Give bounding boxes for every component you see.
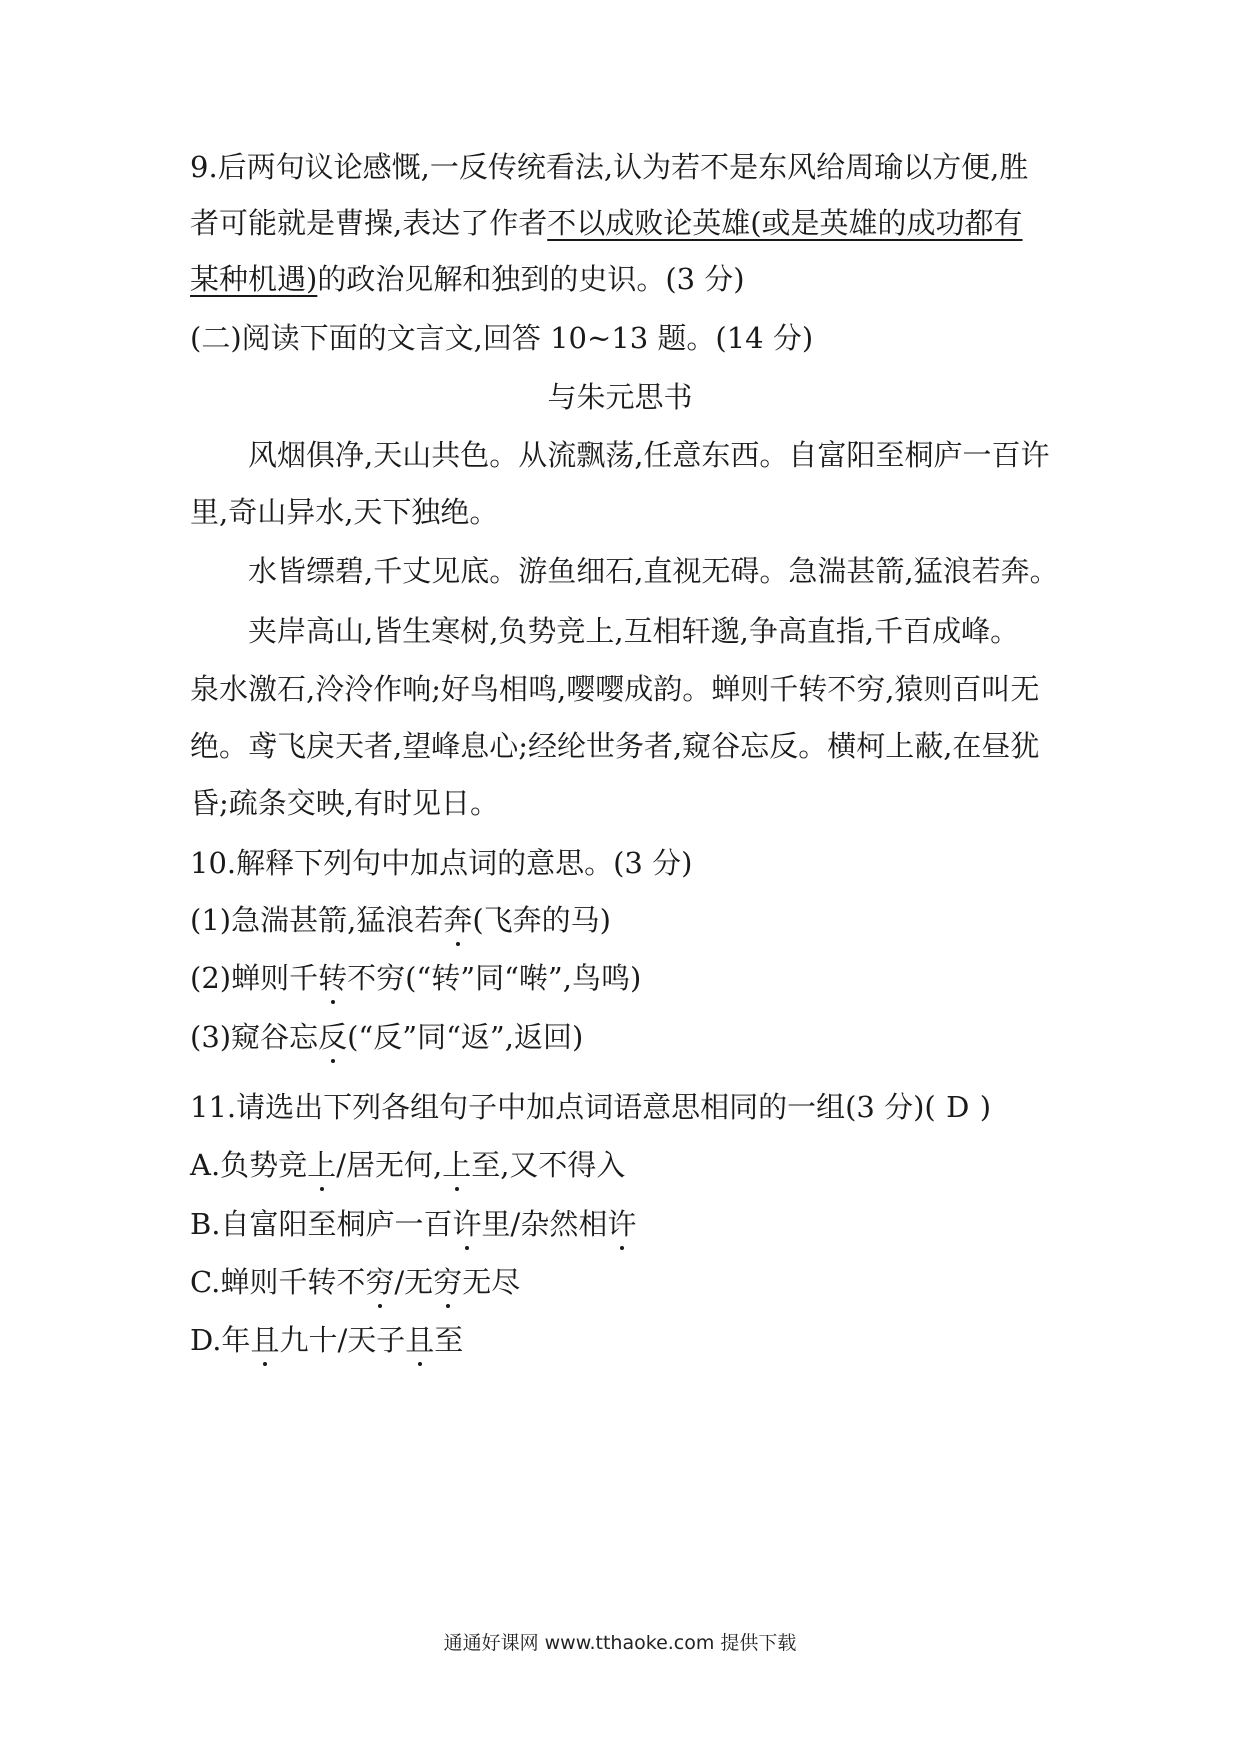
passage-p1-line-2: 里,奇山异水,天下独绝。 [190, 495, 499, 529]
dotted-word: 转 [318, 958, 347, 998]
dotted-word: 反 [318, 1017, 347, 1057]
q9-answer-underlined: 不以成败论英雄(或是英雄的成功都有 [547, 206, 1023, 240]
q11-option-c: C.蝉则千转不穷/无穷无尽 [190, 1262, 1070, 1302]
footer-source: 通通好课网 www.tthaoke.com 提供下载 [443, 1632, 797, 1654]
q10-item-1: (1)急湍甚箭,猛浪若奔(飞奔的马) [190, 900, 1070, 940]
q9-line-3: 某种机遇)的政治见解和独到的史识。(3 分) [190, 262, 745, 296]
q11-answer: D [946, 1090, 970, 1124]
dotted-word: 穷 [433, 1262, 462, 1302]
dotted-word: 穷 [365, 1262, 394, 1302]
passage-p3-line-3: 绝。鸢飞戾天者,望峰息心;经纶世务者,窥谷忘反。横柯上蔽,在昼犹 [190, 729, 1040, 763]
q9-line-1: 9.后两句议论感慨,一反传统看法,认为若不是东风给周瑜以方便,胜 [190, 150, 1029, 184]
q10-item-3: (3)窥谷忘反(“反”同“返”,返回) [190, 1017, 1070, 1057]
q9-answer-underlined-cont: 某种机遇) [190, 262, 318, 296]
section-2-heading: (二)阅读下面的文言文,回答 10~13 题。(14 分) [190, 321, 814, 355]
dotted-word: 且 [250, 1320, 279, 1360]
passage-p2-line-1: 水皆缥碧,千丈见底。游鱼细石,直视无碍。急湍甚箭,猛浪若奔。 [248, 554, 1059, 588]
q10-item-2: (2)蝉则千转不穷(“转”同“啭”,鸟鸣) [190, 958, 1070, 998]
passage-p3-line-1: 夹岸高山,皆生寒树,负势竞上,互相轩邈,争高直指,千百成峰。 [248, 614, 1020, 648]
passage-p3-line-2: 泉水激石,泠泠作响;好鸟相鸣,嘤嘤成韵。蝉则千转不穷,猿则百叫无 [190, 672, 1040, 706]
dotted-word: 上 [442, 1145, 471, 1185]
dotted-word: 且 [405, 1320, 434, 1360]
passage-p3-line-4: 昏;疏条交映,有时见日。 [190, 786, 499, 820]
dotted-word: 许 [453, 1204, 482, 1244]
q11-option-b: B.自富阳至桐庐一百许里/杂然相许 [190, 1204, 1070, 1244]
passage-title: 与朱元思书 [547, 380, 693, 414]
dotted-word: 许 [607, 1204, 636, 1244]
q10-stem: 10.解释下列句中加点词的意思。(3 分) [190, 846, 693, 880]
dotted-word: 奔 [443, 900, 472, 940]
dotted-word: 上 [307, 1145, 336, 1185]
q11-option-d: D.年且九十/天子且至 [190, 1320, 1070, 1360]
q11-option-a: A.负势竞上/居无何,上至,又不得入 [190, 1145, 1070, 1185]
q9-line-2: 者可能就是曹操,表达了作者不以成败论英雄(或是英雄的成功都有 [190, 206, 1023, 240]
passage-p1-line-1: 风烟俱净,天山共色。从流飘荡,任意东西。自富阳至桐庐一百许 [248, 438, 1050, 472]
q11-stem: 11.请选出下列各组句子中加点词语意思相同的一组(3 分)( D ) [190, 1087, 1070, 1127]
